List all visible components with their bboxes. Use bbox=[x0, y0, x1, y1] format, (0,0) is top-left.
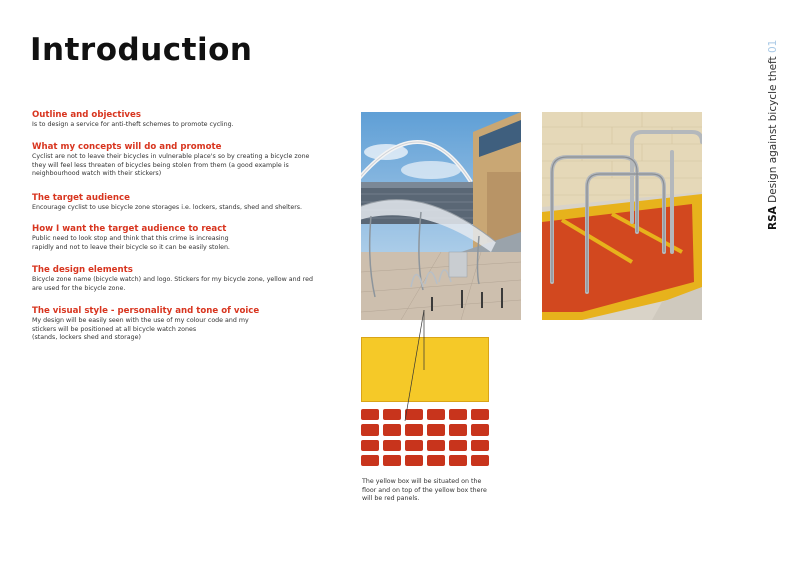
section-heading: The visual style - personality and tone of voice bbox=[32, 306, 260, 316]
red-panel bbox=[405, 409, 423, 420]
section-heading: How I want the target audience to react bbox=[32, 224, 227, 234]
red-panels-diagram bbox=[361, 409, 489, 466]
section-heading: The target audience bbox=[32, 193, 130, 203]
red-panel bbox=[383, 424, 401, 435]
red-panel bbox=[449, 424, 467, 435]
page-number: 01 bbox=[767, 39, 779, 53]
red-panel bbox=[427, 424, 445, 435]
section-body: Cyclist are not to leave their bicycles in vulnerable place's so by creating a bicycle zone they will feel less threaten of bicycles being stolen from them (a good example is neighbourhood watch with their stickers) bbox=[32, 153, 310, 178]
red-panel bbox=[383, 440, 401, 451]
red-panel bbox=[405, 440, 423, 451]
red-panel bbox=[471, 424, 489, 435]
side-label-subject: Design against bicycle theft bbox=[767, 53, 779, 207]
section-body: My design will be easily seen with the use of my colour code and my stickers will be positioned at all bicycle watch zones (stands, lockers shed and storage) bbox=[32, 317, 249, 342]
red-panel bbox=[361, 409, 379, 420]
side-label-brand: RSA bbox=[767, 206, 779, 230]
red-panel bbox=[471, 455, 489, 466]
red-panel bbox=[427, 409, 445, 420]
red-panel bbox=[449, 409, 467, 420]
section-body: Public need to look stop and think that this crime is increasing rapidly and not to leave their bicycle so it can be easily stolen. bbox=[32, 235, 230, 251]
red-panel bbox=[361, 440, 379, 451]
section-audience-reaction bbox=[32, 224, 332, 252]
red-panel bbox=[361, 455, 379, 466]
red-panel bbox=[383, 409, 401, 420]
section-visual-style bbox=[32, 306, 332, 343]
section-design-elements bbox=[32, 265, 332, 293]
bicycle-zone-photo bbox=[542, 112, 702, 320]
section-body: Bicycle zone name (bicycle watch) and logo. Stickers for my bicycle zone, yellow and red are used for the bicycle zone. bbox=[32, 276, 313, 292]
red-panel bbox=[405, 424, 423, 435]
red-panel bbox=[471, 440, 489, 451]
section-body: Encourage cyclist to use bicycle zone storages i.e. lockers, stands, shed and shelters. bbox=[32, 204, 303, 211]
red-panel bbox=[449, 440, 467, 451]
red-panel bbox=[405, 455, 423, 466]
red-panel bbox=[471, 409, 489, 420]
diagram-caption: The yellow box will be situated on the floor and on top of the yellow box there will be red panels. bbox=[362, 478, 487, 503]
side-label bbox=[740, 30, 779, 230]
red-panel bbox=[427, 440, 445, 451]
section-outline bbox=[32, 110, 332, 130]
section-heading: Outline and objectives bbox=[32, 110, 141, 120]
red-panel bbox=[449, 455, 467, 466]
section-body: Is to design a service for anti-theft schemes to promote cycling. bbox=[32, 121, 234, 128]
red-panel bbox=[361, 424, 379, 435]
page-title: Introduction bbox=[30, 32, 253, 68]
shelter-photo bbox=[361, 112, 521, 320]
section-concepts bbox=[32, 142, 332, 179]
yellow-box-diagram bbox=[361, 337, 489, 402]
red-panel bbox=[427, 455, 445, 466]
red-panel bbox=[383, 455, 401, 466]
section-heading: The design elements bbox=[32, 265, 133, 275]
section-heading: What my concepts will do and promote bbox=[32, 142, 222, 152]
section-target-audience bbox=[32, 193, 332, 213]
